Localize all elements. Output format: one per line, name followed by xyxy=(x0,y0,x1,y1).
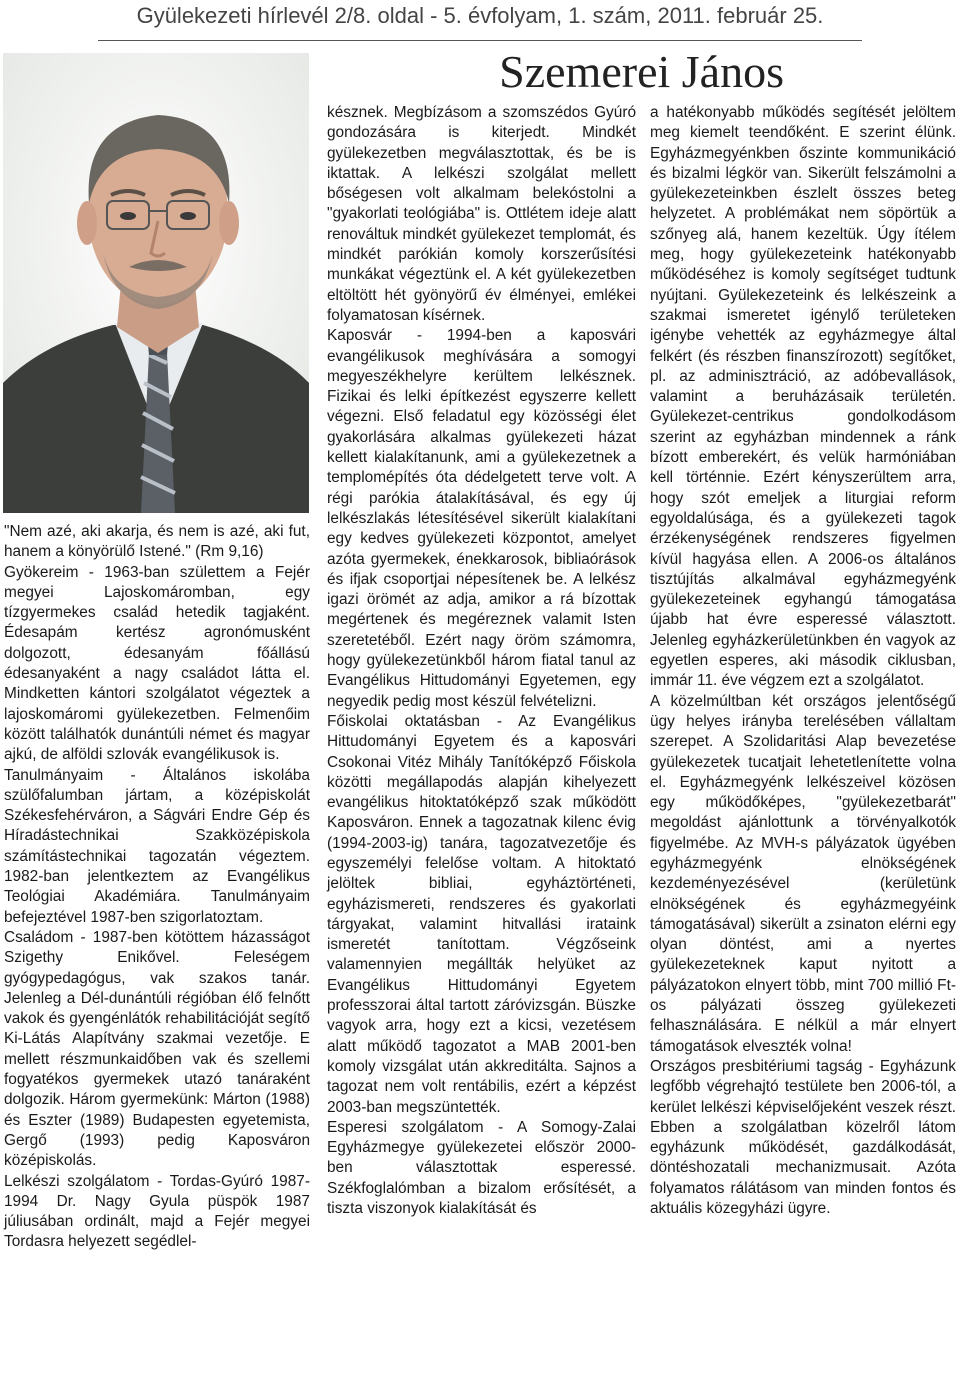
paragraph-college-teaching: Főiskolai oktatásban - Az Evangélikus Hittudományi Egyetem és a kaposvári Csokonai Vitéz Mihály Tanítóképző Főiskola közötti megállapodás alapján kihelyezett evangélikus hitoktatóképző szak működött Kaposváron. Ennek a tagozatnak kilenc évig (1994-2003-ig) tanára, tagozatvezetője és egyszemélyi felelőse voltam. A hitoktató jelöltek bibliai, egyháztörténeti, egyházismereti, rendszeres és gyakorlati tárgyakat, valamint hitvallási irataink ismeretét tanítottam. Végzőseink valamennyien megállták helyüket az Evangélikus Hittudományi Egyetem professzorai által tartott záróvizsgán. Büszke vagyok arra, hogy ezt a kicsi, vezetésem alatt működő tagozatot a MAB 2001-ben komoly vizsgálat után akkreditálta. Sajnos a tagozat nem volt rentábilis, ezért a képzést 2003-ban megszüntették. xyxy=(327,712,636,1116)
paragraph-ministry-start: Lelkészi szolgálatom - Tordas-Gyúró 1987-1994 Dr. Nagy Gyula püspök 1987 júliusában ordinált, majd a Fejér megyei Tordasra helyezett segédlel- xyxy=(4,1172,310,1251)
paragraph-dean-service-continued: a hatékonyabb működés segítését jelöltem meg kiemelt teendőként. E szerint élünk. Egyházmegyénkben őszinte kommunikáció és bizalmi légkör van. Sikerült felszámolni a gyülekezeteinkben észlelt összes beteg helyzetet. A problémákat nem söpörtük a szőnyeg alá, hanem kezeltük. Úgy ítélem meg, hogy gyülekezeteink hatékonyabb működéséhez is komoly segítséget tudtunk nyújtani. Gyülekezeteink és lelkészeink a szakmai ismeretet igénylő területeken igénybe vehették az egyházmegye által felkért (és részben finanszírozott) segítőket, pl. az adminisztráció, az adóbevallások, valamint a beruházásaik területén. Gyülekezet-centrikus gondolkodásom szerint az egyházban mindennek a ránk bízott emberekért, és velük harmóniában kell történnie. Ezért kényszerültem arra, hogy szót emeljek a liturgiai reform egyoldalúsága, és a gyülekezeti tagok érzékenységének rendszeres figyelmen kívül hagyása ellen. A 2006-os általános tisztújítás alkalmával egyházmegyénk gyülekezeteinek egyhangú támogatása újabb hat évre esperessé választott. Jelenleg egyházkerületünkben én vagyok az egyetlen esperes, aki második ciklusban, immár 11. éve végzem ezt a szolgálatot. xyxy=(650,104,956,690)
paragraph-studies: Tanulmányaim - Általános iskolába szülőfalumban jártam, a középiskolát Székesfehérváron, a Ságvári Endre Gép és Híradástechnikai Szakközépiskola számítástechnikai tagozatán végeztem. 1982-ban jelentkeztem az Evangélikus Teológiai Akadémiára. Tanulmányaim befejeztével 1987-ben szigorlatoztam. xyxy=(4,766,310,926)
article-column-1 xyxy=(4,522,310,1253)
article-column-3 xyxy=(650,103,956,1219)
header-divider xyxy=(98,40,862,41)
paragraph-bible-quote: "Nem azé, aki akarja, és nem is azé, aki fut, hanem a könyörülő Istené." (Rm 9,16) xyxy=(4,523,310,561)
paragraph-national-matters: A közelmúltban két országos jelentőségű ügy helyes irányba terelésében vállaltam szerepet. A Szolidaritási Alap bevezetése gyülekezetek tucatjait lehetetlenítette volna el. Egyházmegyénk lelkészeivel közösen egy működőképes, "gyülekezetbarát" megoldást ajánlottunk a törvényalkotók figyelmébe. Az MVH-s pályázatok ügyében egyházmegyénk elnökségének kezdeményezésével (kerületünk elnökségének és egyházmegyéink támogatásával) sikerült a zsinaton elérni egy olyan döntést, ami a nyertes gyülekezeteknek kaput nyitott a pályázatokon elnyert több, mint 700 millió Ft-os pályázati összeg gyülekezeti felhasználására. E nélkül a már elnyert támogatások elveszték volna! xyxy=(650,692,956,1055)
running-header: Gyülekezeti hírlevél 2/8. oldal - 5. évfolyam, 1. szám, 2011. február 25. xyxy=(136,3,824,28)
paragraph-presbytery: Országos presbitériumi tagság - Egyházunk legfőbb végrehajtó testülete ben 2006-tól, a kerület lelkészi képviselőjeként veszek részt. Ebben a szolgálatban közelről látom egyházunk működését, gazdálkodását, döntéshozatali mechanizmusait. Azóta folyamatos rálátásom van minden fontos és aktuális közegyházi ügyre. xyxy=(650,1057,956,1218)
paragraph-family: Családom - 1987-ben kötöttem házasságot Szigethy Enikővel. Feleségem gyógypedagógus, vak szakos tanár. Jelenleg a Dél-dunántúli régióban élő felnőtt vakok és gyengénlátók rehabilitációját segítő Ki-Látás Alapítvány szakmai vezetője. E mellett részmunkaidőben vak és szellemi fogyatékos gyermekek utazó tanáraként dolgozik. Három gyermekünk: Márton (1988) és Eszter (1989) Budapesten egyetemista, Gergő (1993) pedig Kaposváron középiskolás. xyxy=(4,928,310,1170)
article-title: Szemerei János xyxy=(499,46,784,97)
article-column-2 xyxy=(327,103,636,1219)
paragraph-dean-service: Esperesi szolgálatom - A Somogy-Zalai Egyházmegye gyülekezetei először 2000-ben választottak esperessé. Székfoglalómban a bizalom erősítését, a tiszta viszonyok kialakítását és xyxy=(327,1118,636,1218)
portrait-photo xyxy=(3,53,309,513)
paragraph-kaposvar: Kaposvár - 1994-ben a kaposvári evangélikusok meghívására a somogyi megyeszékhelyre kerültem lelkésznek. Fizikai és lelki építkezést egyszerre kellett végezni. Első feladatul egy közösségi élet gyakorlására alkalmas gyülekezeti házat kellett kialakítanunk, ami a gyülekezetnek a templomépítés óta dédelgetett terve volt. A régi parókia átalakításával, és egy új lelkészlakás létesítésével sikerült kialakítani egy kedves gyülekezeti központot, amelyet azóta gyermekek, énekkarosok, bibliaórások és ifjak csoportjai népesítenek be. A lelkész igazi örömét az adja, amikor a rá bízottak megértenek és megéreznek valamit Isten szeretetéből. Ezért nagy öröm számomra, hogy gyülekezetünkből három fiatal tanul az Evangélikus Hittudományi Egyetemen, egy negyedik pedig most készül felvételizni. xyxy=(327,327,636,710)
paragraph-roots: Gyökereim - 1963-ban születtem a Fejér megyei Lajoskomáromban, egy tízgyermekes család hetedik tagjaként. Édesapám kertész agronómusként dolgozott, édesanyám főállású édesanyaként a nagy családot látta el. Mindketten kántori szolgálatot végeztek a lajoskomáromi gyülekezetben. Felmenőim között találhatók dunántúli német és magyar ajkú, de alföldi szlovák evangélikusok is. xyxy=(4,563,310,764)
paragraph-ministry-continued: késznek. Megbízásom a szomszédos Gyúró gondozására is kiterjedt. Mindkét gyülekezetben megválasztottak, és be is iktattak. A lelkészi szolgálat mellett bőségesen volt alkalmam belekóstolni a "gyakorlati teológiába" is. Ottlétem ideje alatt renováltuk mindkét gyülekezet templomát, és mindkét parókián komoly korszerűsítési munkákat végeztünk el. A két gyülekezetben eltöltött hét gyönyörű év élményei, emlékei folyamatosan kísérnek. xyxy=(327,104,636,324)
